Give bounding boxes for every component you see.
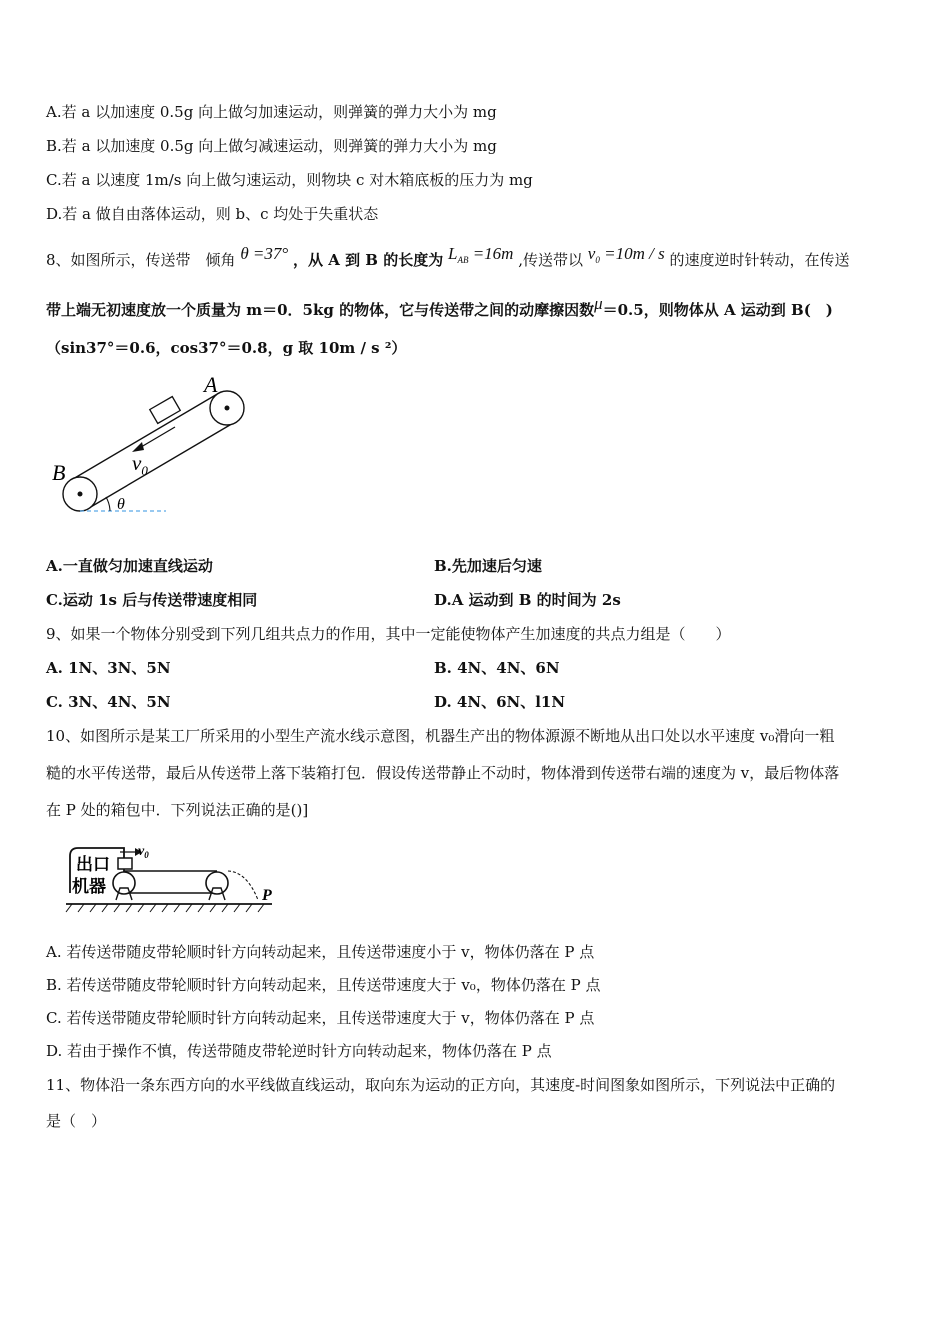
q7-option-a-label: A. bbox=[46, 103, 62, 121]
q8-speed-symbol: v bbox=[587, 244, 596, 263]
q8-conveyor-figure bbox=[46, 370, 256, 520]
q8-option-b: B.先加速后匀速 bbox=[434, 557, 542, 575]
q10-option-d: D. 若由于操作不慎，传送带随皮带轮逆时针方向转动起来，物体仍落在 P 点 bbox=[46, 1042, 552, 1060]
q10-stem-line1: 10、如图所示是某工厂所采用的小型生产流水线示意图，机器生产出的物体源源不断地从出口处以水平速度 v₀滑向一粗 bbox=[46, 727, 835, 745]
q9-option-c: C. 3N、4N、5N bbox=[46, 693, 171, 711]
q8-speed-expression bbox=[588, 244, 665, 263]
q10-option-a: A. 若传送带随皮带轮顺时针方向转动起来，且传送带速度小于 v，物体仍落在 P 点 bbox=[46, 943, 595, 961]
q10-option-b: B. 若传送带随皮带轮顺时针方向转动起来，且传送带速度大于 v₀，物体仍落在 P 点 bbox=[46, 976, 601, 994]
q7-option-a-text: 若 a 以加速度 0.5g 向上做匀加速运动，则弹簧的弹力大小为 mg bbox=[61, 103, 497, 121]
q8-option-c: C.运动 1s 后与传送带速度相同 bbox=[46, 591, 258, 609]
q9-option-d: D. 4N、6N、l1N bbox=[434, 693, 566, 711]
q8-length-expression bbox=[448, 244, 513, 263]
q7-option-d-text: 若 a 做自由落体运动，则 b、c 均处于失重状态 bbox=[62, 205, 379, 223]
q8-length-symbol: L bbox=[447, 244, 458, 263]
q8-label-a: A bbox=[204, 372, 218, 397]
q8-angle-arc bbox=[106, 497, 110, 511]
q8-label-b: B bbox=[52, 460, 66, 485]
q8-block bbox=[150, 397, 181, 424]
q7-option-b-label: B. bbox=[46, 137, 62, 155]
q8-stem-part1: 8、如图所示，传送带 倾角 bbox=[46, 251, 236, 269]
q8-pulley-a-center bbox=[225, 406, 230, 411]
q8-length-value: =16m bbox=[468, 244, 514, 263]
q8-length-subscript: AB bbox=[457, 255, 469, 265]
q7-option-a bbox=[46, 102, 497, 122]
q10-ground-hatching bbox=[66, 904, 264, 912]
q7-option-c-text: 若 a 以速度 1m/s 向上做匀速运动，则物块 c 对木箱底板的压力为 mg bbox=[61, 171, 533, 189]
q8-speed-subscript: 0 bbox=[595, 255, 600, 265]
q8-mu-symbol: μ bbox=[594, 294, 603, 313]
q8-stem-part2: ，从 A 到 B 的长度为 bbox=[292, 251, 444, 269]
q11-stem-line2: 是（ ） bbox=[46, 1112, 107, 1130]
q8-line2-part1: 带上端无初速度放一个质量为 m＝0．5kg 的物体，它与传送带之间的动摩擦因数 bbox=[46, 301, 595, 319]
q8-theta-expression: θ =37° bbox=[240, 244, 289, 263]
q9-option-b: B. 4N、4N、6N bbox=[434, 659, 560, 677]
q9-option-a: A. 1N、3N、5N bbox=[46, 659, 171, 677]
q9-stem: 9、如果一个物体分别受到下列几组共点力的作用，其中一定能使物体产生加速度的共点力组是（ ） bbox=[46, 625, 731, 643]
q10-label-machine: 机器 bbox=[72, 877, 106, 896]
q7-option-b bbox=[46, 136, 497, 156]
q7-option-c bbox=[46, 170, 533, 190]
q10-label-p: P bbox=[262, 887, 272, 904]
q8-stem-part3: ,传送带以 bbox=[518, 251, 584, 269]
q10-option-c: C. 若传送带随皮带轮顺时针方向转动起来，且传送带速度大于 v，物体仍落在 P 点 bbox=[46, 1009, 595, 1027]
q10-object-block bbox=[118, 858, 132, 869]
q8-label-v0: $v_0$ bbox=[132, 451, 148, 478]
q8-stem-line2 bbox=[46, 294, 833, 320]
q8-option-a: A.一直做匀加速直线运动 bbox=[46, 557, 213, 575]
q8-line2-part2: ＝0.5，则物体从 A 运动到 B( ) bbox=[602, 301, 833, 319]
q8-option-d: D.A 运动到 B 的时间为 2s bbox=[434, 591, 621, 609]
q8-stem-part4: 的速度逆时针转动，在传送 bbox=[669, 251, 850, 269]
q10-right-pulley bbox=[206, 872, 228, 894]
q8-stem-line1 bbox=[46, 244, 850, 276]
q8-pulley-b-center bbox=[78, 492, 83, 497]
q7-option-c-label: C. bbox=[46, 171, 62, 189]
q7-option-b-text: 若 a 以加速度 0.5g 向上做匀减速运动，则弹簧的弹力大小为 mg bbox=[61, 137, 497, 155]
q10-stem-line3: 在 P 处的箱包中．下列说法正确的是()] bbox=[46, 801, 309, 819]
q7-option-d-label: D. bbox=[46, 205, 63, 223]
q8-speed-value: =10m / s bbox=[599, 244, 665, 263]
q10-label-exit: 出口 bbox=[76, 855, 110, 874]
q10-label-v0: $v_0$ bbox=[138, 844, 149, 860]
q10-trajectory bbox=[228, 871, 258, 900]
q8-label-theta: θ bbox=[117, 496, 125, 513]
q8-stem-line3: （sin37°＝0.6，cos37°＝0.8，g 取 10m / s ²） bbox=[46, 339, 407, 357]
q10-production-line-figure bbox=[62, 838, 292, 916]
q10-left-pulley bbox=[113, 872, 135, 894]
q11-stem-line1: 11、物体沿一条东西方向的水平线做直线运动，取向东为运动的正方向，其速度-时间图象如图所示，下列说法中正确的 bbox=[46, 1076, 836, 1094]
q10-stem-line2: 糙的水平传送带，最后从传送带上落下装箱打包．假设传送带静止不动时，物体滑到传送带右端的速度为 v，最后物体落 bbox=[46, 764, 840, 782]
q7-option-d bbox=[46, 204, 378, 224]
